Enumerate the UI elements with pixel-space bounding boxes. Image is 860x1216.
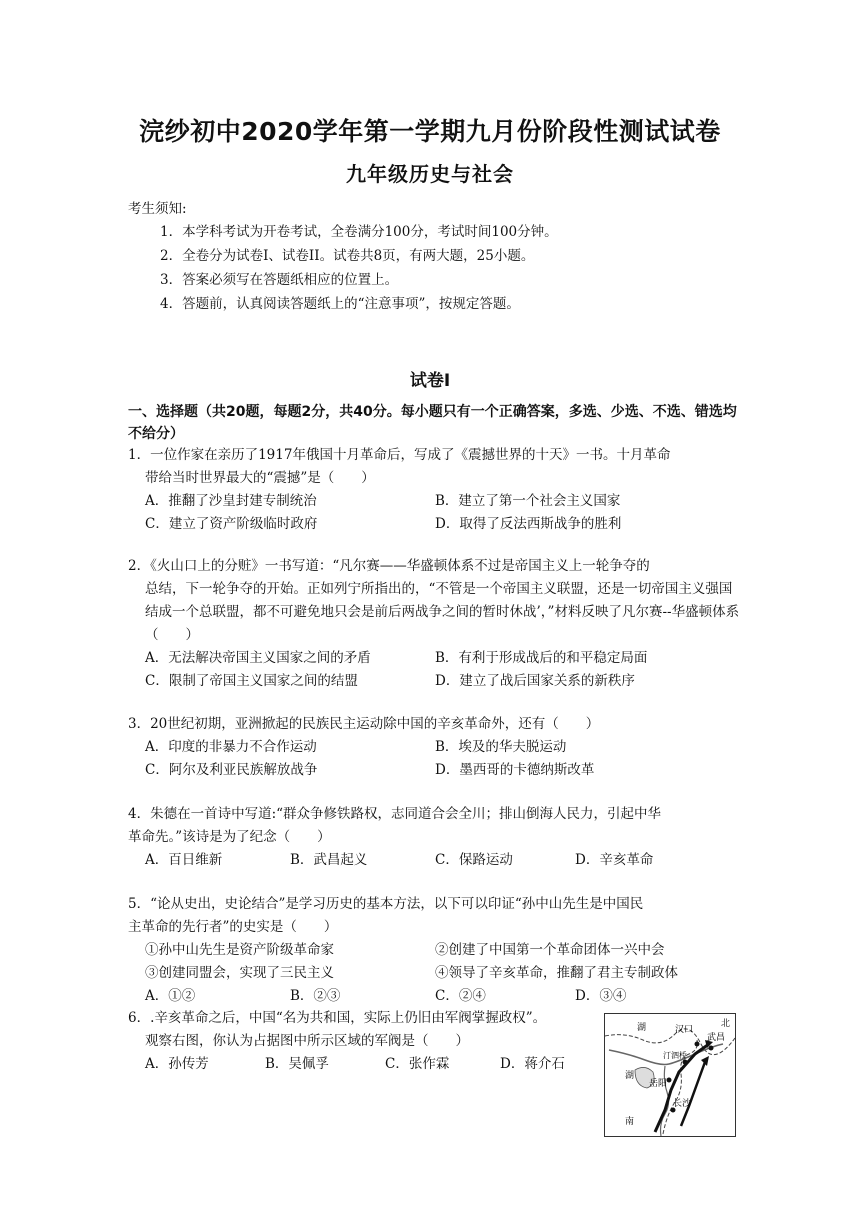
notice-item: 3．答案必须写在答题纸相应的位置上。 [160, 272, 399, 288]
option-a: A．印度的非暴力不合作运动 [145, 739, 317, 755]
option-d: D．蒋介石 [500, 1056, 565, 1072]
page-title: 浣纱初中2020学年第一学期九月份阶段性测试试卷 [139, 117, 721, 146]
option-d: D．取得了反法西斯战争的胜利 [435, 516, 622, 532]
option-b: B．吴佩孚 [265, 1056, 329, 1072]
question-stem: 3．20世纪初期，亚洲掀起的民族民主运动除中国的辛亥革命外，还有（ ） [128, 716, 600, 732]
question-2 [128, 555, 740, 693]
notice-item: 2．全卷分为试卷I、试卷II。试卷共8页，有两大题，25小题。 [160, 248, 535, 264]
question-3 [128, 713, 740, 782]
option-b: B．建立了第一个社会主义国家 [435, 493, 621, 509]
option-c: C．②④ [435, 988, 486, 1004]
map-figure [604, 1013, 736, 1137]
notice-item: 1．本学科考试为开卷考试，全卷满分100分，考试时间100分钟。 [160, 224, 558, 240]
option-a: A．无法解决帝国主义国家之间的矛盾 [145, 650, 371, 666]
question-5 [128, 893, 740, 1008]
section-title: 一、选择题（共20题，每题2分，共40分。每小题只有一个正确答案，多选、少选、不选、错选均不给分） [128, 404, 737, 442]
city-marker [709, 1046, 714, 1051]
question-stem: 5．“论从史出，史论结合”是学习历史的基本方法，以下可以印证“孙中山先生是中国民 [128, 896, 644, 912]
map-label: 湖 [637, 1023, 647, 1033]
option-d: D．辛亥革命 [575, 852, 654, 868]
options [128, 647, 740, 693]
option-d: D．建立了战后国家关系的新秩序 [435, 673, 635, 689]
question-4 [128, 803, 740, 872]
option-c: C．建立了资产阶级临时政府 [145, 516, 318, 532]
question-1 [128, 444, 740, 536]
option-a: A．百日维新 [145, 852, 223, 868]
option-a: A．孙传芳 [145, 1056, 209, 1072]
map-label: 汉口 [675, 1025, 694, 1035]
question-stem: 4．朱德在一首诗中写道:“群众争修铁路权，志同道合会全川；排山倒海人民力，引起中华 [128, 806, 662, 822]
options [128, 1053, 598, 1076]
option-d: D．③④ [575, 988, 627, 1004]
page-subtitle: 九年级历史与社会 [346, 162, 514, 186]
statement-2: ②创建了中国第一个革命团体一兴中会 [435, 942, 665, 958]
map-label: 北 [721, 1019, 731, 1029]
question-stem-cont: 观察右图，你认为占据图中所示区域的军阀是（ ） [145, 1033, 469, 1049]
question-6 [128, 1007, 598, 1076]
city-marker [695, 1042, 700, 1047]
map-label: 长沙 [673, 1099, 692, 1109]
option-a: A．①② [145, 988, 196, 1004]
map-label: 汀泗桥 [663, 1051, 687, 1060]
city-marker [683, 1060, 688, 1065]
option-a: A．推翻了沙皇封建专制统治 [145, 493, 317, 509]
option-c: C．阿尔及利亚民族解放战争 [145, 762, 318, 778]
option-d: D．墨西哥的卡德纳斯改革 [435, 762, 595, 778]
option-c: C．限制了帝国主义国家之间的结盟 [145, 673, 358, 689]
statement-1: ①孙中山先生是资产阶级革命家 [145, 942, 334, 958]
options [128, 736, 740, 782]
question-stem-cont: 主革命的先行者”的史实是（ ） [128, 919, 338, 935]
notice-list [160, 220, 558, 316]
statement-4: ④领导了辛亥革命，推翻了君主专制政体 [435, 965, 678, 981]
notice-heading: 考生须知: [128, 201, 187, 217]
statements [128, 939, 740, 985]
question-stem-cont: 革命先。”该诗是为了纪念（ ） [128, 829, 331, 845]
map-label: 南 [625, 1117, 635, 1127]
map-label: 岳阳 [649, 1079, 668, 1089]
statement-3: ③创建同盟会，实现了三民主义 [145, 965, 334, 981]
option-b: B．埃及的华夫脱运动 [435, 739, 567, 755]
option-b: B．有利于形成战后的和平稳定局面 [435, 650, 648, 666]
options [128, 985, 740, 1008]
notice-item: 4．答题前，认真阅读答题纸上的“注意事项”，按规定答题。 [160, 296, 520, 312]
option-c: C．保路运动 [435, 852, 513, 868]
question-stem-cont: 总结，下一轮争夺的开始。正如列宁所指出的，“不管是一个帝国主义联盟，还是一切帝国主义强国结成一个总联盟，都不可避免地只会是前后两战争之间的暂时休战’，”材料反映了凡尔赛--华盛顿体系（ ） [145, 581, 740, 643]
map-label: 湖 [625, 1071, 635, 1081]
question-stem: 1．一位作家在亲历了1917年俄国十月革命后，写成了《震撼世界的十天》一书。十月革命 [128, 447, 671, 463]
city-marker [667, 1078, 672, 1083]
options [128, 490, 740, 536]
question-stem: 2．《火山口上的分赃》一书写道：“凡尔赛——华盛顿体系不过是帝国主义上一轮争夺的 [128, 558, 650, 574]
option-b: B．②③ [290, 988, 341, 1004]
map-svg [605, 1014, 735, 1136]
question-stem: 6．.辛亥革命之后，中国“名为共和国，实际上仍旧由军阀掌握政权”。 [128, 1010, 547, 1026]
paper-label: 试卷I [409, 371, 451, 391]
option-c: C．张作霖 [385, 1056, 450, 1072]
map-label: 武昌 [707, 1033, 726, 1043]
option-b: B．武昌起义 [290, 852, 368, 868]
options [128, 849, 740, 872]
question-stem-cont: 带给当时世界最大的“震撼”是（ ） [145, 470, 375, 486]
